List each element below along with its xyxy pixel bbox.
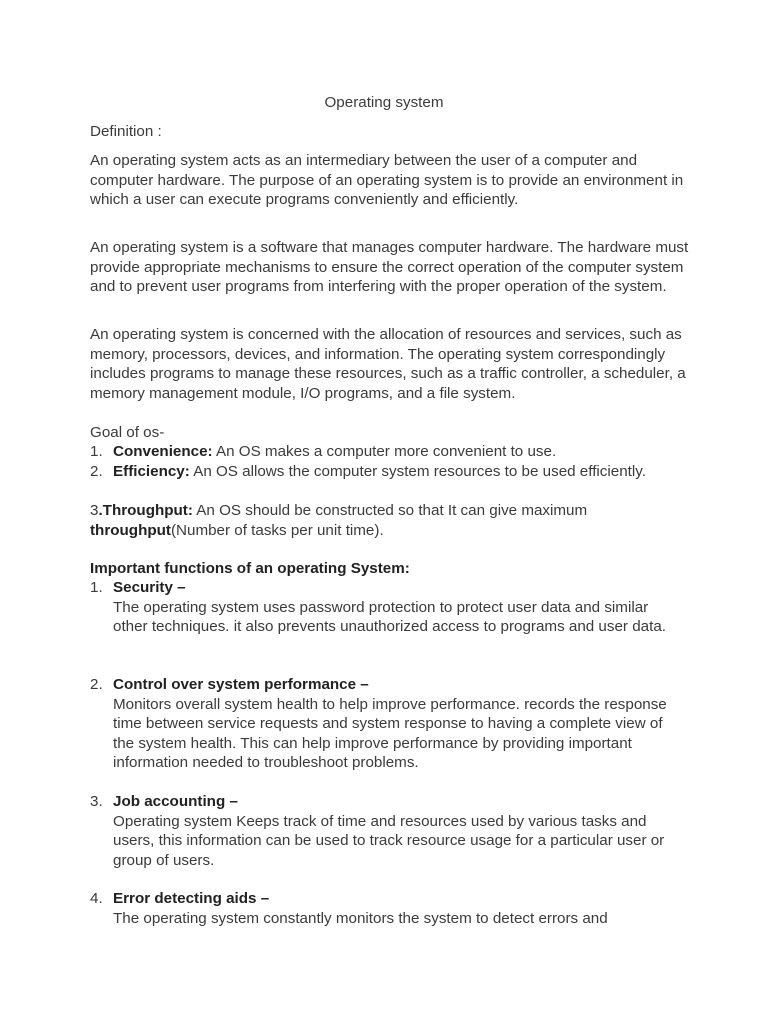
functions-heading: Important functions of an operating System:: [90, 560, 410, 577]
document-title: Operating system: [324, 94, 444, 111]
function-description: The operating system uses password protection to protect user data and similar other techniques. it also prevents unauthorized access to programs and user data.: [113, 598, 666, 635]
function-description: Monitors overall system health to help improve performance. records the response time between service requests and system response to having a complete view of the system health. This can help improve performance by providing important information needed to troubleshoot problems.: [113, 695, 667, 771]
function-description: Operating system Keeps track of time and resources used by various tasks and users, this information can be used to track resource usage for a particular user or group of users.: [113, 812, 665, 869]
function-name: Security –: [113, 579, 186, 596]
definition-label: Definition :: [90, 123, 162, 140]
list-number: 2.: [90, 676, 103, 693]
list-number: 2.: [90, 463, 103, 480]
goal-term: throughput: [90, 521, 171, 539]
list-number: 1.: [90, 579, 103, 596]
goal-term: Efficiency:: [113, 463, 190, 480]
goal-body: [113, 462, 673, 482]
paragraph: An operating system is a software that manages computer hardware. The hardware must provide appropriate mechanisms to ensure the correct operation of the computer system and to prevent user programs from interfering with the proper operation of the system.: [90, 239, 689, 295]
goal-text: (Number of tasks per unit time).: [170, 521, 384, 539]
paragraph: An operating system is concerned with the allocation of resources and services, such as memory, processors, devices, and information. The operating system correspondingly includes programs to manage these resources, such as a traffic controller, a scheduler, a memory management module, I/O programs, and a file system.: [90, 326, 686, 402]
list-number: 1.: [90, 443, 103, 460]
goal-body: [113, 442, 673, 462]
goal-text: An OS allows the computer system resources to be used efficiently.: [189, 463, 646, 480]
goal-text: An OS should be constructed so that It can give maximum: [192, 502, 588, 519]
list-number: 4.: [90, 890, 103, 907]
paragraph: An operating system acts as an intermediary between the user of a computer and computer hardware. The purpose of an operating system is to provide an environment in which a user can execute programs conveniently and efficiently.: [90, 152, 684, 208]
function-name: Error detecting aids –: [113, 890, 270, 907]
goal-text: An OS makes a computer more convenient to use.: [212, 443, 557, 460]
goal-term: Convenience:: [113, 443, 213, 460]
function-description: The operating system constantly monitors the system to detect errors and: [113, 909, 608, 927]
goal-item: [90, 501, 690, 540]
goal-term: .Throughput:: [98, 502, 193, 519]
function-name: Control over system performance –: [113, 676, 369, 693]
list-number: 3: [90, 502, 99, 519]
function-name: Job accounting –: [113, 793, 238, 810]
goals-label: Goal of os-: [90, 424, 165, 441]
list-number: 3.: [90, 793, 103, 810]
